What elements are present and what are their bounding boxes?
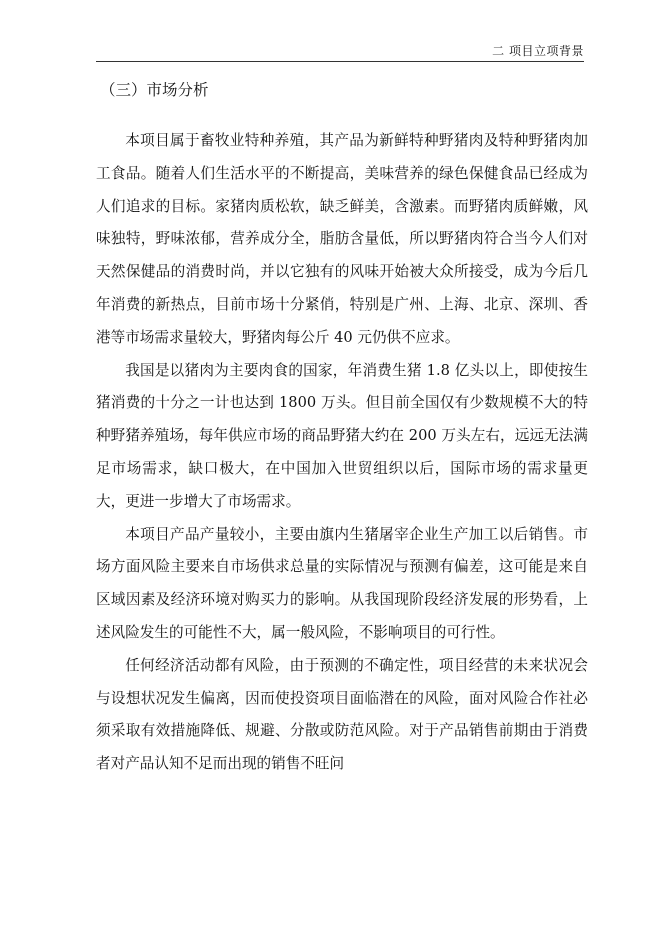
paragraph: 任何经济活动都有风险，由于预测的不确定性，项目经营的未来状况会与设想状况发生偏离，因而使投资项目面临潜在的风险，面对风险合作社必须采取有效措施降低、规避、分散或防范风险。对于产品销售前期由于消费者对产品认知不足而出现的销售不旺问 — [96, 656, 588, 773]
running-header: 二 项目立项背景 — [492, 44, 584, 58]
section-title: （三）市场分析 — [100, 81, 209, 99]
paragraph: 我国是以猪肉为主要肉食的国家，年消费生猪 1.8 亿头以上，即使按生猪消费的十分之一计也达到 1800 万头。但目前全国仅有少数规模不大的特种野猪养殖场，每年供应市场的商品野猪大约在 200 万头左右，远远无法满足市场需求，缺口极大，在中国加入世贸组织以后，国际市场的需求量更大，更进一步增大了市场需求。 — [96, 361, 588, 510]
body-text — [96, 125, 588, 781]
paragraph: 本项目属于畜牧业特种养殖，其产品为新鲜特种野猪肉及特种野猪肉加工食品。随着人们生活水平的不断提高，美味营养的绿色保健食品已经成为人们追求的目标。家猪肉质松软，缺乏鲜美，含激素。而野猪肉质鲜嫩，风味独特，野味浓郁，营养成分全，脂肪含量低，所以野猪肉符合当今人们对天然保健品的消费时尚，并以它独有的风味开始被大众所接受，成为今后几年消费的新热点，目前市场十分紧俏，特别是广州、上海、北京、深圳、香港等市场需求量较大，野猪肉每公斤 40 元仍供不应求。 — [96, 132, 588, 346]
paragraph: 本项目产品产量较小，主要由旗内生猪屠宰企业生产加工以后销售。市场方面风险主要来自市场供求总量的实际情况与预测有偏差，这可能是来自区域因素及经济环境对购买力的影响。从我国现阶段经济发展的形势看，上述风险发生的可能性不大，属一般风险，不影响项目的可行性。 — [96, 525, 588, 641]
header-rule — [96, 61, 584, 62]
